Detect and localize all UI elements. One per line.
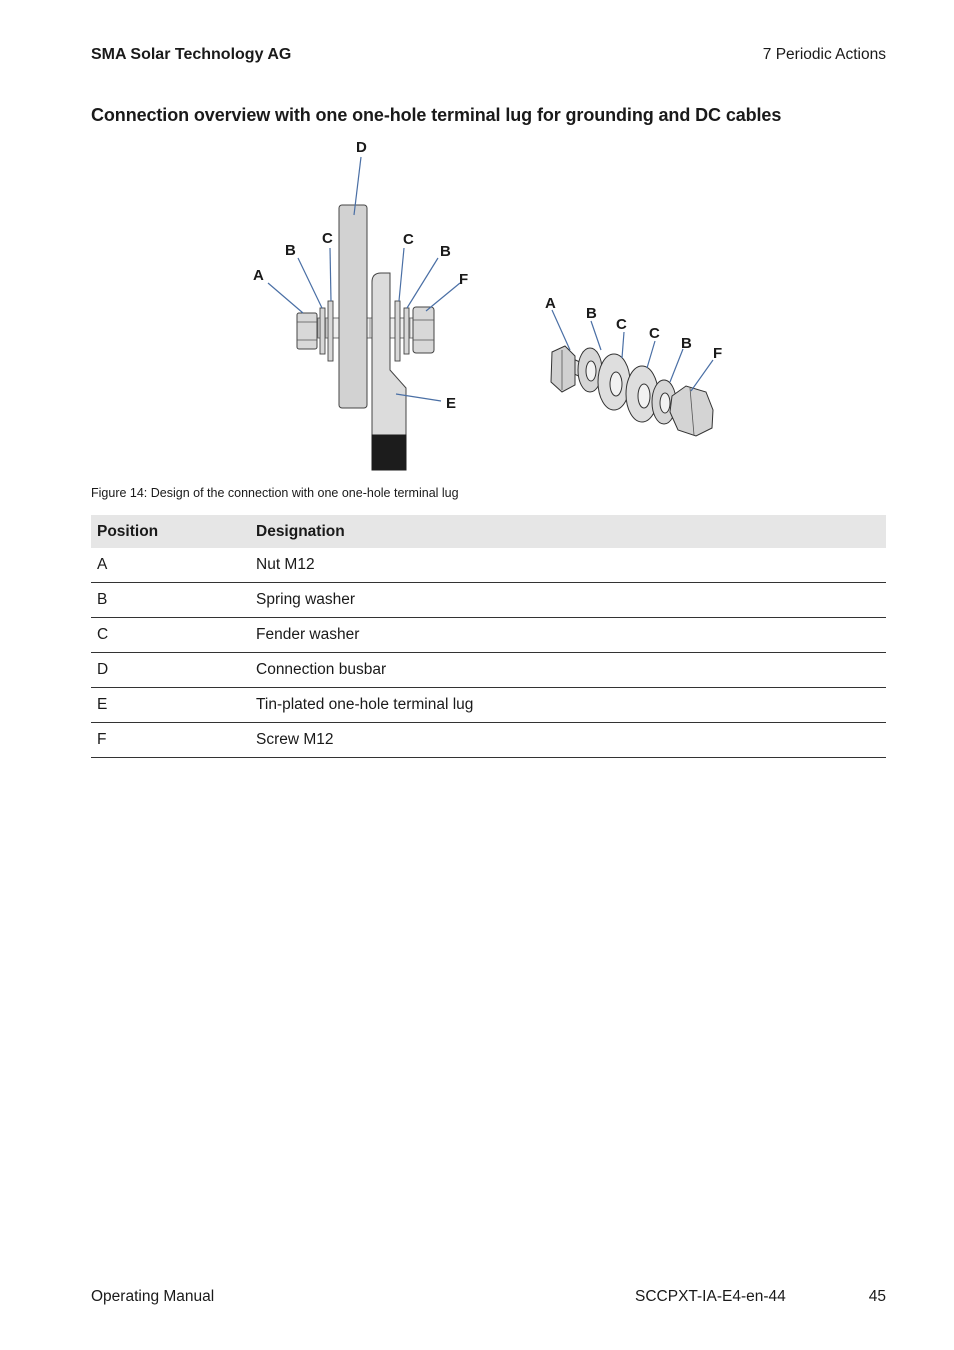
label-b: B xyxy=(440,243,451,260)
spring-washer-right xyxy=(404,308,409,354)
footer-doc-id: SCCPXT-IA-E4-en-44 xyxy=(635,1288,786,1305)
position-table xyxy=(91,515,886,758)
screw-head xyxy=(413,307,434,353)
designation-cell: Screw M12 xyxy=(250,723,886,758)
table-row xyxy=(91,548,886,583)
position-cell: A xyxy=(91,548,250,583)
label-d: D xyxy=(356,139,367,156)
terminal-lug xyxy=(372,273,406,435)
exploded-view-drawing xyxy=(551,346,713,436)
label-b: B xyxy=(586,305,597,322)
label-b: B xyxy=(285,242,296,259)
label-b: B xyxy=(681,335,692,352)
page-number: 45 xyxy=(868,1288,886,1305)
cable xyxy=(372,435,406,470)
designation-cell: Connection busbar xyxy=(250,653,886,688)
section-title: Connection overview with one one-hole terminal lug for grounding and DC cables xyxy=(91,105,782,125)
connection-busbar xyxy=(339,205,367,408)
table-row xyxy=(91,618,886,653)
designation-cell: Nut M12 xyxy=(250,548,886,583)
footer-manual: Operating Manual xyxy=(91,1288,215,1305)
nut-m12-exploded xyxy=(551,346,575,392)
connection-figure xyxy=(0,0,954,480)
fender-washer-left xyxy=(328,301,333,361)
table-row xyxy=(91,723,886,758)
designation-cell: Tin-plated one-hole terminal lug xyxy=(250,688,886,723)
label-c: C xyxy=(403,231,414,248)
position-cell: F xyxy=(91,723,250,758)
header-company: SMA Solar Technology AG xyxy=(91,46,292,63)
label-c: C xyxy=(322,230,333,247)
label-a: A xyxy=(545,295,556,312)
label-c: C xyxy=(616,316,627,333)
table-row xyxy=(91,688,886,723)
column-header-designation: Designation xyxy=(250,515,886,548)
position-cell: C xyxy=(91,618,250,653)
figure-caption: Figure 14: Design of the connection with one one-hole terminal lug xyxy=(91,486,459,500)
nut-m12 xyxy=(297,313,317,349)
column-header-position: Position xyxy=(91,515,250,548)
position-cell: D xyxy=(91,653,250,688)
spring-washer-left xyxy=(320,308,325,354)
label-f: F xyxy=(713,345,723,362)
label-c: C xyxy=(649,325,660,342)
position-cell: B xyxy=(91,583,250,618)
table-row xyxy=(91,653,886,688)
designation-cell: Spring washer xyxy=(250,583,886,618)
label-a: A xyxy=(253,267,264,284)
position-cell: E xyxy=(91,688,250,723)
header-chapter: 7 Periodic Actions xyxy=(762,46,886,63)
fender-washer-right xyxy=(395,301,400,361)
table-row xyxy=(91,583,886,618)
screw-head-exploded xyxy=(670,386,713,436)
label-e: E xyxy=(446,395,457,412)
designation-cell: Fender washer xyxy=(250,618,886,653)
label-f: F xyxy=(459,271,469,288)
table-header-row xyxy=(91,515,886,548)
